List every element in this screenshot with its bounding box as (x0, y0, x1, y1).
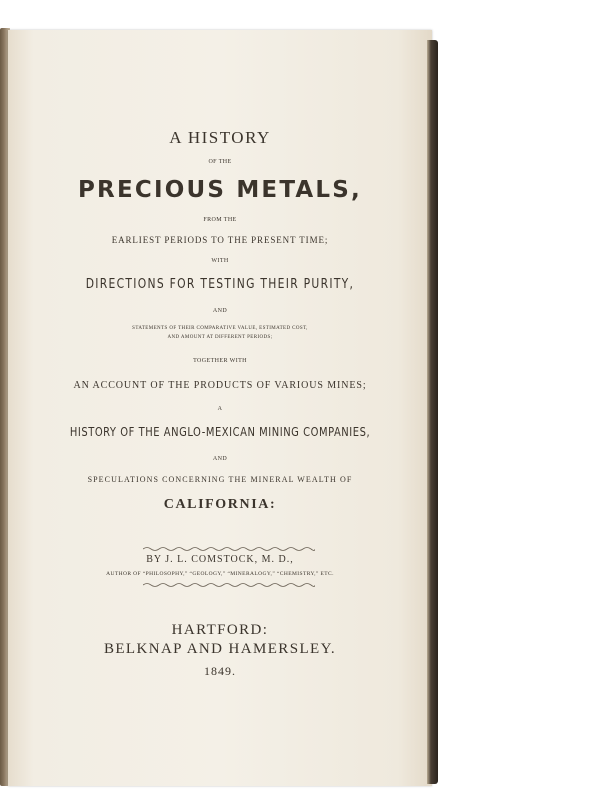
and-text-1: AND (212, 308, 228, 314)
with-text: WITH (211, 258, 229, 264)
year-text: 1849. (204, 664, 236, 678)
account-text: AN ACCOUNT OF THE PRODUCTS OF VARIOUS MINES; (73, 380, 367, 391)
and-text-2: AND (212, 456, 228, 462)
a-text: A (217, 406, 223, 412)
california-text: CALIFORNIA: (163, 497, 277, 512)
statements-line-2: AND AMOUNT AT DIFFERENT PERIODS; (167, 335, 273, 340)
from-the-text: FROM THE (203, 217, 237, 223)
city-text: HARTFORD: (171, 622, 269, 638)
title-line-1: A HISTORY (169, 128, 271, 147)
of-the-text: OF THE (208, 159, 232, 165)
directions-text: DIRECTIONS FOR TESTING THEIR PURITY, (85, 277, 355, 292)
ornamental-rule-bottom (143, 582, 315, 588)
author-works-text: AUTHOR OF “PHILOSOPHY,” “GEOLOGY,” “MINERALOGY,” “CHEMISTRY,” ETC. (106, 571, 334, 577)
ornamental-rule-top (143, 546, 315, 552)
publisher-text: BELKNAP AND HAMERSLEY. (103, 641, 337, 657)
periods-text: EARLIEST PERIODS TO THE PRESENT TIME; (111, 235, 329, 245)
speculations-text: SPECULATIONS CONCERNING THE MINERAL WEALTH OF (87, 475, 353, 484)
title-line-2: PRECIOUS METALS, (78, 177, 362, 203)
author-text: BY J. L. COMSTOCK, M. D., (146, 554, 294, 565)
history-companies-text: HISTORY OF THE ANGLO-MEXICAN MINING COMPANIES, (69, 425, 371, 439)
statements-line-1: STATEMENTS OF THEIR COMPARATIVE VALUE, ESTIMATED COST, (132, 326, 308, 331)
together-with-text: TOGETHER WITH (193, 358, 247, 364)
